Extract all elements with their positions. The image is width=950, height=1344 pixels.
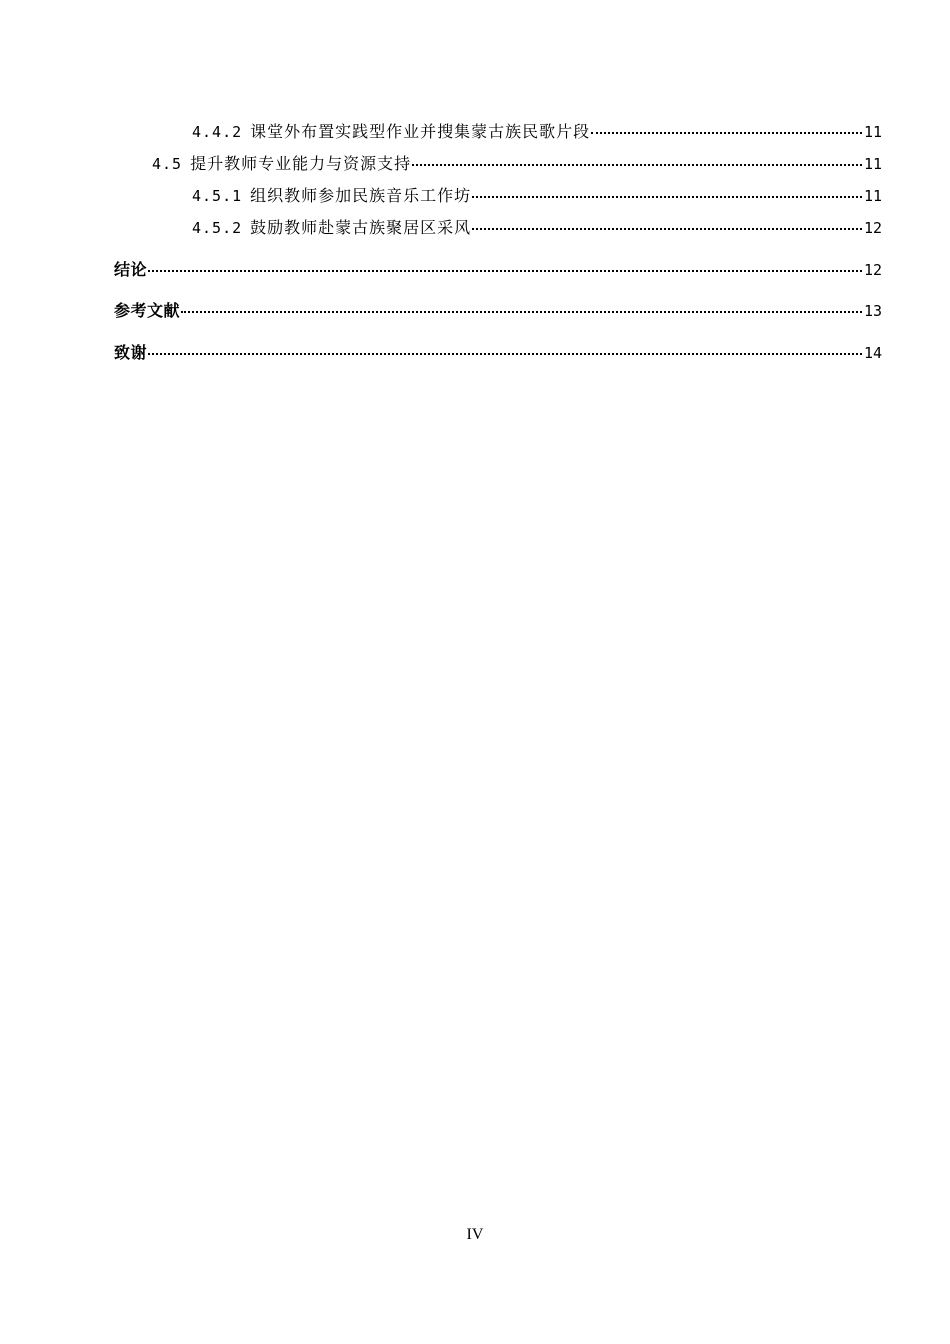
toc-entry-number: 4.5.1: [192, 187, 243, 205]
toc-entry-acknowledgements[interactable]: [114, 343, 882, 363]
dot-leader: [472, 228, 862, 230]
toc-entry-number: 4.4.2: [192, 123, 243, 141]
toc-entry-conclusion[interactable]: [114, 260, 882, 280]
dot-leader: [472, 196, 862, 198]
toc-entry-page: 14: [863, 344, 882, 362]
toc-entry-number: 4.5.2: [192, 219, 243, 237]
toc-entry-page: 11: [863, 155, 882, 173]
dot-leader: [148, 353, 862, 355]
toc-entry-title: 组织教师参加民族音乐工作坊: [250, 186, 472, 205]
toc-entry-title: 课堂外布置实践型作业并搜集蒙古族民歌片段: [250, 122, 591, 141]
toc-entry-references[interactable]: [114, 301, 882, 321]
toc-entry-title: 参考文献: [114, 301, 181, 320]
dot-leader: [412, 164, 862, 166]
toc-entry-title: 鼓励教师赴蒙古族聚居区采风: [250, 218, 472, 237]
toc-entry-title: 致谢: [114, 343, 148, 362]
page-number: IV: [466, 1226, 484, 1243]
toc-entry-4-5[interactable]: [152, 154, 882, 174]
toc-entry-page: 11: [863, 187, 882, 205]
toc-entry-4-4-2[interactable]: [192, 122, 882, 142]
toc-entry-page: 12: [863, 261, 882, 279]
toc-entry-page: 12: [863, 219, 882, 237]
dot-leader: [148, 270, 862, 272]
toc-entry-title: 结论: [114, 260, 148, 279]
toc-entry-4-5-2[interactable]: [192, 218, 882, 238]
toc-entry-page: 11: [863, 123, 882, 141]
toc-entry-number: 4.5: [152, 155, 183, 173]
toc-entry-4-5-1[interactable]: [192, 186, 882, 206]
toc-entry-title: 提升教师专业能力与资源支持: [190, 154, 412, 173]
dot-leader: [591, 132, 862, 134]
dot-leader: [181, 311, 862, 313]
toc-entry-page: 13: [863, 302, 882, 320]
